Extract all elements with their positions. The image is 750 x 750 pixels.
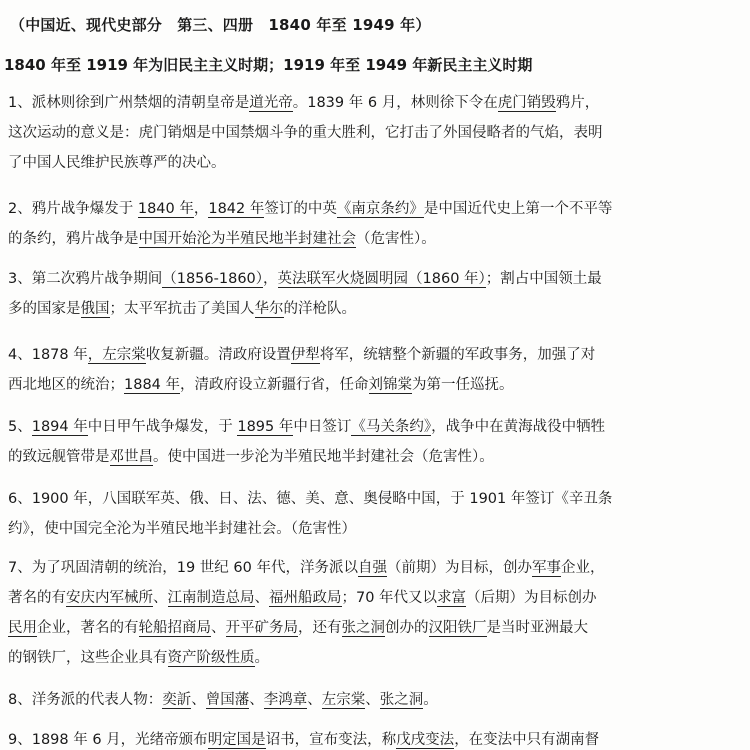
item-1 (8, 88, 736, 178)
text-segment: 7、为了巩固清朝的统治，19 世纪 60 年代，洋务派以 (8, 560, 358, 576)
underlined-answer: ，左宗棠 (87, 347, 146, 363)
text-segment: 中日甲午战争爆发，于 (87, 419, 238, 435)
underlined-answer: 曾国藩 (205, 692, 250, 708)
text-segment: 这次运动的意义是：虎门销烟是中国禁烟斗争的重大胜利，它打击了外国侵略者的气焰，表明 (8, 125, 603, 141)
underlined-answer: 求富 (437, 590, 467, 606)
item-line (8, 583, 736, 613)
text-segment: （危害性）。 (356, 231, 436, 247)
underlined-answer: 1840 年 (137, 201, 194, 217)
underlined-answer: 俄国 (80, 301, 110, 317)
text-segment: 、 (365, 692, 380, 708)
text-segment: 、 (254, 590, 269, 606)
text-segment: 、 (249, 692, 264, 708)
text-segment: 西北地区的统治； (8, 377, 124, 393)
item-line (8, 224, 736, 254)
text-segment: 2、鸦片战争爆发于 (8, 201, 138, 217)
document-header: （中国近、现代史部分 第三、四册 1840 年至 1949 年） (10, 16, 431, 34)
underlined-answer: 江南制造总局 (167, 590, 255, 606)
item-line (8, 484, 736, 514)
item-line (8, 88, 736, 118)
text-segment: 的钢铁厂，这些企业具有 (8, 650, 168, 666)
underlined-answer: 《马关条约》 (351, 419, 432, 435)
item-line (8, 148, 736, 178)
text-segment: 1、派林则徐到广州禁烟的清朝皇帝是 (8, 95, 250, 111)
underlined-answer: 张之洞 (379, 692, 424, 708)
text-segment: 。 (254, 650, 269, 666)
underlined-answer: 张之洞 (341, 620, 385, 636)
item-line (8, 370, 736, 400)
text-segment: 的条约，鸦片战争是 (8, 231, 139, 247)
underlined-answer: 1895 年 (237, 419, 294, 435)
text-segment: 是当时亚洲最大 (486, 620, 588, 636)
item-line (8, 294, 736, 324)
text-segment: 鸦片， (555, 95, 600, 111)
underlined-answer: 华尔 (254, 301, 284, 317)
item-line (8, 613, 736, 643)
text-segment: ，还有 (298, 620, 342, 636)
item-6 (8, 484, 736, 544)
underlined-answer: 英法联军火烧圆明园（1860 年） (277, 271, 486, 287)
text-segment: 4、1878 年 (8, 347, 88, 363)
item-line (8, 118, 736, 148)
text-segment: （前期）为目标，创办 (386, 560, 532, 576)
underlined-answer: 邓世昌 (109, 449, 153, 465)
item-8 (8, 685, 736, 715)
item-line (8, 264, 736, 294)
text-segment: 、 (211, 620, 226, 636)
underlined-answer: 资产阶级性质 (167, 650, 255, 666)
underlined-answer: 《南京条约》 (336, 201, 424, 217)
text-segment: ；70 年代又以 (341, 590, 438, 606)
item-line (8, 643, 736, 673)
underlined-answer: 中国开始沦为半殖民地半封建社会 (138, 231, 356, 247)
item-line (8, 412, 736, 442)
underlined-answer: 开平矿务局 (225, 620, 298, 636)
period-subtitle: 1840 年至 1919 年为旧民主主义时期；1919 年至 1949 年新民主主义时期 (4, 56, 533, 74)
underlined-answer: 刘锦棠 (368, 377, 413, 393)
item-line (8, 553, 736, 583)
text-segment: 著名的有 (8, 590, 66, 606)
text-segment: ；割占中国领土最 (485, 271, 602, 287)
item-line (8, 194, 736, 224)
text-segment: 了中国人民维护民族尊严的决心。 (8, 155, 226, 171)
underlined-answer: 福州船政局 (269, 590, 342, 606)
text-segment: 中日签订 (293, 419, 352, 435)
item-line (8, 725, 736, 750)
text-segment: （后期）为目标创办 (466, 590, 597, 606)
text-segment: 企业， (560, 560, 605, 576)
text-segment: 收复新疆。清政府设置 (145, 347, 291, 363)
underlined-answer: 自强 (357, 560, 387, 576)
underlined-answer: 戊戌变法 (396, 732, 455, 748)
text-segment: 、 (153, 590, 168, 606)
underlined-answer: 左宗棠 (321, 692, 366, 708)
text-segment: 8、洋务派的代表人物： (8, 692, 163, 708)
item-7 (8, 553, 736, 673)
text-segment: 创办的 (385, 620, 429, 636)
text-segment: 的致远舰管带是 (8, 449, 110, 465)
underlined-answer: 道光帝 (249, 95, 293, 111)
underlined-answer: 虎门销毁 (497, 95, 556, 111)
underlined-answer: 奕訢 (162, 692, 192, 708)
text-segment: ，清政府设立新疆行省，任命 (180, 377, 369, 393)
text-segment: ， (193, 201, 209, 217)
text-segment: 约》，使中国完全沦为半殖民地半封建社会。（危害性） (8, 521, 356, 537)
text-segment: 为第一任巡抚。 (412, 377, 514, 393)
text-segment: 企业，著名的有 (37, 620, 139, 636)
underlined-answer: 安庆内军械所 (66, 590, 153, 606)
underlined-answer: 1894 年 (31, 419, 88, 435)
text-segment: 是中国近代史上第一个不平等 (423, 201, 613, 217)
underlined-answer: 民用 (8, 620, 37, 636)
item-2 (8, 194, 736, 254)
text-segment: ；太平军抗击了美国人 (109, 301, 255, 317)
underlined-answer: 轮船招商局 (138, 620, 211, 636)
underlined-answer: 明定国是 (207, 732, 266, 748)
item-4 (8, 340, 736, 400)
text-segment: 。 (423, 692, 438, 708)
underlined-answer: 伊犁 (290, 347, 320, 363)
text-segment: ，战争中在黄海战役中牺牲 (431, 419, 606, 435)
text-segment: 5、 (8, 419, 32, 435)
text-segment: 。使中国进一步沦为半殖民地半封建社会（危害性）。 (153, 449, 494, 465)
text-segment: 。1839 年 6 月，林则徐下令在 (292, 95, 498, 111)
text-segment: ，在变法中只有湖南督 (454, 732, 600, 748)
item-line (8, 514, 736, 544)
text-segment: ， (263, 271, 278, 287)
item-5 (8, 412, 736, 472)
text-segment: 、 (307, 692, 322, 708)
item-line (8, 340, 736, 370)
underlined-answer: （1856-1860） (162, 271, 264, 287)
text-segment: 的洋枪队。 (283, 301, 356, 317)
underlined-answer: 1842 年 (208, 201, 265, 217)
item-9 (8, 725, 736, 750)
item-line (8, 442, 736, 472)
underlined-answer: 军事 (531, 560, 561, 576)
text-segment: 将军，统辖整个新疆的军政事务，加强了对 (319, 347, 596, 363)
text-segment: 签订的中英 (264, 201, 337, 217)
text-segment: 3、第二次鸦片战争期间 (8, 271, 163, 287)
item-3 (8, 264, 736, 324)
text-segment: 6、1900 年，八国联军英、俄、日、法、德、美、意、奥侵略中国，于 1901 年签订《辛丑条 (8, 491, 613, 507)
item-line (8, 685, 736, 715)
underlined-answer: 1884 年 (124, 377, 181, 393)
text-segment: 多的国家是 (8, 301, 81, 317)
underlined-answer: 李鸿章 (263, 692, 308, 708)
text-segment: 诏书，宣布变法，称 (265, 732, 397, 748)
underlined-answer: 汉阳铁厂 (428, 620, 487, 636)
text-segment: 9、1898 年 6 月，光绪帝颁布 (8, 732, 208, 748)
text-segment: 、 (191, 692, 206, 708)
